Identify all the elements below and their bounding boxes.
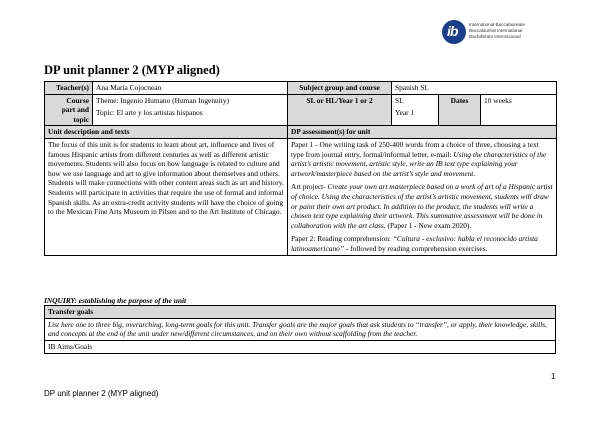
subject-label: Subject group and course [288,82,392,95]
unit-description-label: Unit description and texts [45,126,288,139]
paper1-paragraph: Paper 1 - One writing task of 250-400 words from a choice of three, choosing a text type from journal entry, formal/informal letter, e-mail: Using the characteristics of the artist’s artistic movement, artistic style, write an IB text type explaining your artwork/masterpiece based on the artist’s style and movement. [291,139,547,178]
art-project-paragraph: Art project- Create your own art masterpiece based on a work of art of a Hispanic artist of choice. Using the characteristics of the artist’s artistic movement, students will draw or paint their own art product. In addition to the product, the students will write a chosen text type explaining their artwork. This summative assessment will be done in collaboration with the art class. (Paper 1 - New exam 2020). [291,182,553,230]
ib-aims-row [45,340,556,353]
teacher-label: Teacher(s) [45,82,93,95]
transfer-goals-table [44,305,556,354]
transfer-label-row [45,306,556,319]
course-row [45,94,557,126]
inquiry-heading: INQUIRY: establishing the purpose of the unit [44,296,187,305]
teacher-row [45,82,557,95]
level-label: SL or HL/Year 1 or 2 [288,94,392,126]
transfer-goals-text: List here one to three big, overarching, long-term goals for this unit. Transfer goals are the major goals that ask students to “transfer”, or apply, their knowledge, skills, and concepts at the end of the unit under new/different circumstances, and on their own without scaffolding from the teacher. [45,318,556,340]
ib-logo-text: International Baccalaureate Baccalauréat International Bachillerato Internacional [469,22,525,39]
ib-aims-label: IB Aims/Goals [45,340,556,353]
dates-label: Dates [439,94,481,126]
dates-value: 10 weeks [481,94,557,126]
section-header-row [45,126,557,139]
assessment-label: DP assessment(s) for unit [288,126,557,139]
subject-value: Spanish SL [392,82,557,95]
level-value: SL Year 1 [392,94,439,126]
page-number: 1 [551,372,556,381]
teacher-value: Ana Maria Cojocnean [93,82,288,95]
course-label: Course part and topic [45,94,93,126]
unit-description-text: The focus of this unit is for students to learn about art, influence and lives of famous Hispanic artists from different centuries as well as different artistic movements. Students will also focus on how language is related to culture and how we use language and art to give information about themselves and others. Students will make connections with other content areas such as art and history. Students will participate in activities that require the use of formal and informal Spanish skills. As an extra-credit activity students will have the choice of going to the Mexican Fine Arts Museum in Pilsen and to the Art Institute of Chicago. [45,138,288,255]
transfer-text-row [45,318,556,340]
topic-text: Topic: El arte y los artistas hispanos [96,108,203,118]
ib-logo [442,20,560,46]
theme-text: Theme: Ingenio Humano (Human Ingenuity) [96,95,229,105]
course-value [93,94,288,126]
transfer-goals-label: Transfer goals [45,306,556,319]
assessment-text [288,138,557,255]
ib-logo-mark: ib [442,20,466,44]
page-footer: DP unit planner 2 (MYP aligned) [44,389,159,398]
page-title: DP unit planner 2 (MYP aligned) [44,63,220,77]
content-row [45,138,557,255]
paper2-paragraph: Paper 2: Reading comprehension: “Cultura - exclusivo: habla el reconocido artista latinoamericano” - followed by reading comprehension exercises. [291,234,538,253]
unit-planner-table [44,81,557,256]
